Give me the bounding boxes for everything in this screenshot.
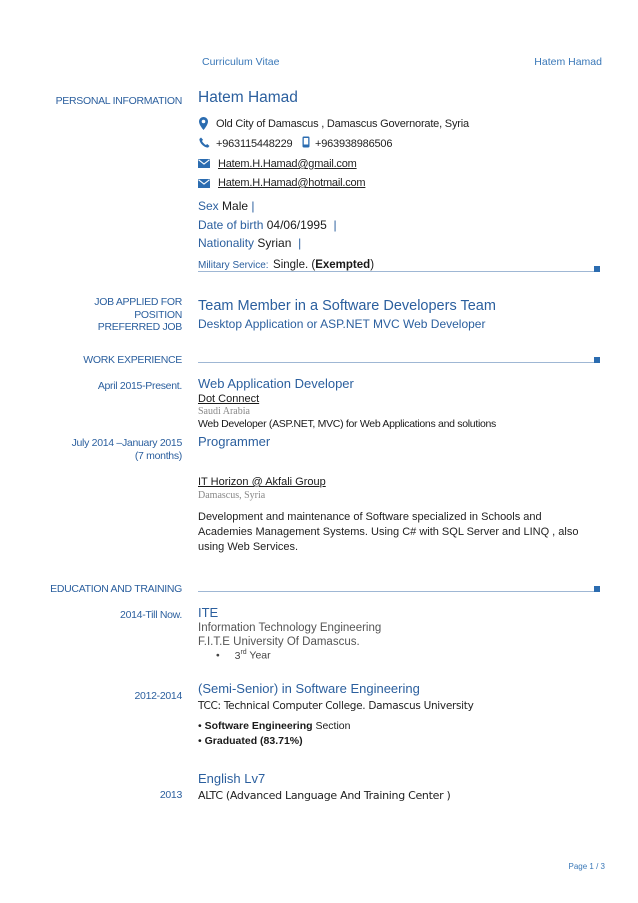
job-description: Web Developer (ASP.NET, MVC) for Web Applications and solutions [198, 418, 497, 430]
bullet-bold: Software Engineering [204, 720, 313, 732]
location-pin-icon [199, 117, 208, 130]
job-description: Development and maintenance of Software specialized in Schools and Academies Management Systems. Using C# with SQL Server and LINQ , also using Web Services. [198, 511, 579, 553]
education-title: English Lv7 [198, 771, 266, 786]
candidate-name: Hatem Hamad [198, 89, 298, 106]
job-applied-label-line3: PREFERRED JOB [97, 321, 182, 333]
education-title: (Semi-Senior) in Software Engineering [198, 681, 420, 696]
sex-label: Sex [198, 199, 219, 213]
email-link-hotmail[interactable]: Hatem.H.Hamad@hotmail.com [218, 177, 366, 189]
job-location: Saudi Arabia [198, 406, 250, 417]
section-rule [198, 271, 595, 272]
job-applied-label-line1: JOB APPLIED FOR [94, 296, 182, 308]
section-rule [198, 362, 595, 363]
military-value-pre: Single. ( [273, 259, 316, 271]
bullet-dot: • [198, 735, 202, 747]
education-bullet [198, 735, 303, 747]
dob-label: Date of birth [198, 218, 264, 232]
job-date [2, 437, 182, 462]
job-employer[interactable]: IT Horizon @ Akfali Group [198, 476, 326, 488]
education-line1: ALTC (Advanced Language And Training Center ) [198, 789, 451, 802]
header-name: Hatem Hamad [534, 56, 602, 68]
section-rule-marker [594, 586, 600, 592]
job-date: April 2015-Present. [97, 380, 182, 392]
bullet-dot: • [216, 649, 220, 662]
education-date: 2013 [159, 789, 182, 801]
address: Old City of Damascus , Damascus Governorate, Syria [216, 118, 469, 130]
bullet-year-text: Year [249, 649, 271, 662]
mobile-phone-icon [302, 136, 310, 148]
dob-value: 04/06/1995 [266, 218, 327, 232]
nationality-row [198, 236, 301, 250]
sex-row [198, 199, 255, 213]
separator: | [298, 236, 302, 250]
education-bullet [198, 720, 351, 732]
mobile-number: +963938986506 [315, 138, 393, 150]
education-date: 2012-2014 [134, 690, 182, 702]
job-applied-subtitle: Desktop Application or ASP.NET MVC Web Developer [198, 317, 486, 331]
nationality-label: Nationality [198, 236, 255, 250]
job-applied-label [2, 296, 182, 334]
job-applied-label-line2: POSITION [134, 308, 182, 321]
bullet-text: Section [315, 720, 351, 732]
bullet-year-suffix: rd [240, 649, 247, 656]
email-icon [198, 179, 210, 188]
job-location: Damascus, Syria [198, 490, 266, 501]
education-line2: F.I.T.E University Of Damascus. [198, 636, 360, 648]
section-rule [198, 591, 595, 592]
education-line1: TCC: Technical Computer College. Damascus University [198, 700, 474, 712]
job-date-line2: (7 months) [134, 449, 182, 462]
job-employer[interactable]: Dot Connect [198, 393, 260, 405]
section-rule-marker [594, 266, 600, 272]
phone-number: +963115448229 [216, 138, 293, 150]
page-number: Page 1 / 3 [568, 862, 605, 871]
education-section-label: EDUCATION AND TRAINING [50, 583, 182, 595]
job-title: Web Application Developer [198, 376, 354, 391]
work-section-label: WORK EXPERIENCE [83, 354, 182, 366]
job-date-line1: July 2014 –January 2015 [71, 437, 182, 449]
military-value-post: ) [370, 259, 375, 271]
separator: | [333, 218, 337, 232]
header-title: Curriculum Vitae [202, 56, 280, 68]
education-bullet [216, 649, 271, 662]
sex-value: Male [222, 199, 249, 213]
military-label: Military Service: [198, 260, 269, 271]
bullet-bold: Graduated (83.71%) [204, 735, 303, 747]
education-date: 2014-Till Now. [120, 609, 182, 621]
bullet-year-number: 3 [234, 649, 241, 662]
job-title: Programmer [198, 434, 271, 449]
education-title: ITE [198, 605, 219, 620]
separator: | [251, 199, 255, 213]
nationality-value: Syrian [257, 236, 292, 250]
phone-icon [199, 137, 210, 148]
dob-row [198, 218, 337, 232]
personal-section-label: PERSONAL INFORMATION [55, 95, 182, 107]
bullet-dot: • [198, 720, 202, 732]
military-value-bold: Exempted [315, 259, 371, 271]
email-link-gmail[interactable]: Hatem.H.Hamad@gmail.com [218, 158, 357, 170]
section-rule-marker [594, 357, 600, 363]
email-icon [198, 159, 210, 168]
education-line1: Information Technology Engineering [198, 622, 382, 634]
job-applied-title: Team Member in a Software Developers Team [198, 298, 496, 314]
